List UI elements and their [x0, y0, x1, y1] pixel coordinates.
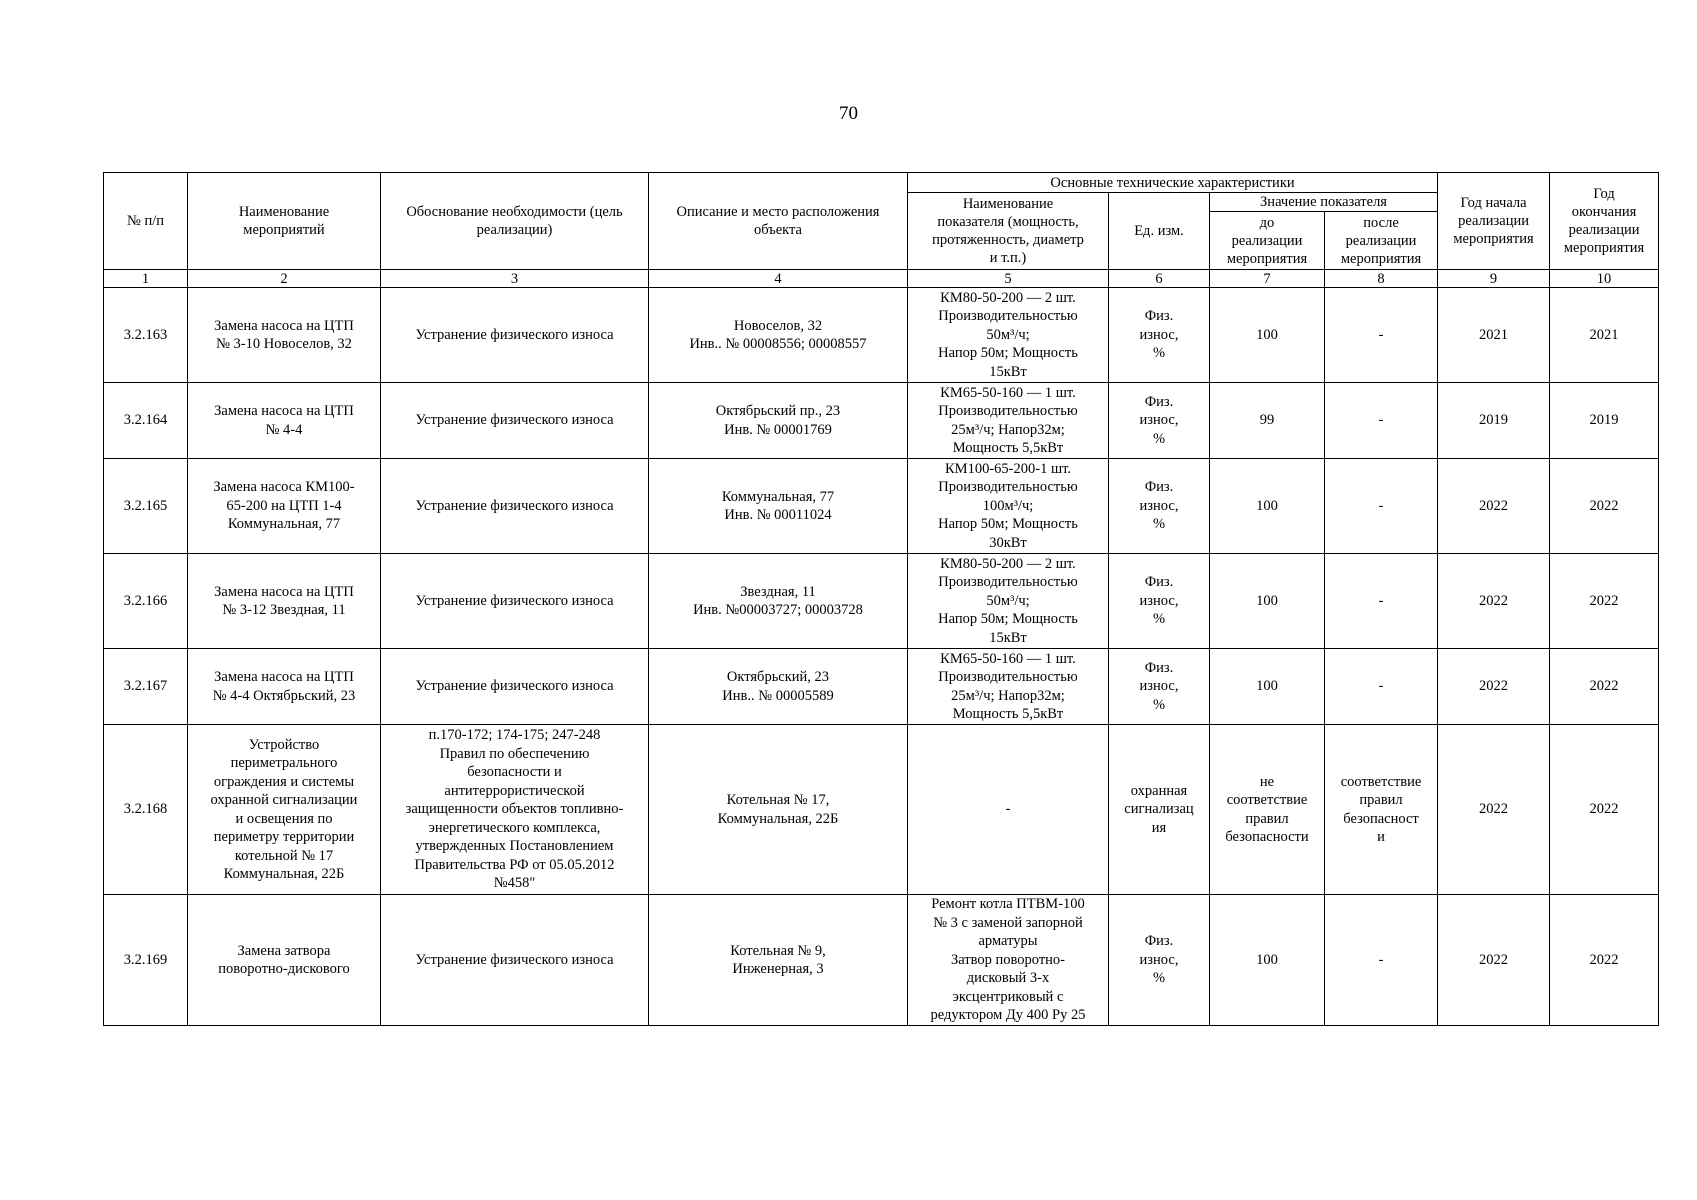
column-numbers-row [104, 270, 1659, 288]
cell-after: - [1325, 459, 1438, 554]
table-row [104, 725, 1659, 895]
table-row [104, 554, 1659, 649]
cell-before: 100 [1210, 895, 1325, 1026]
header-start-year: Год начала реализации мероприятия [1438, 173, 1550, 270]
header-after: после реализации мероприятия [1325, 212, 1438, 270]
cell-num: 3.2.163 [104, 288, 188, 383]
cell-justification: Устранение физического износа [381, 383, 649, 459]
table-row [104, 288, 1659, 383]
cell-indicator: КМ100-65-200-1 шт. Производительностью 100м³/ч; Напор 50м; Мощность 30кВт [908, 459, 1109, 554]
measures-table [103, 172, 1659, 1026]
cell-after: - [1325, 649, 1438, 725]
cell-indicator: - [908, 725, 1109, 895]
cell-after: - [1325, 554, 1438, 649]
cell-justification: Устранение физического износа [381, 649, 649, 725]
cell-name: Замена насоса на ЦТП № 4-4 [188, 383, 381, 459]
cell-before: 99 [1210, 383, 1325, 459]
cell-before: 100 [1210, 459, 1325, 554]
cell-end-year: 2022 [1550, 459, 1659, 554]
cell-justification: Устранение физического износа [381, 459, 649, 554]
cell-start-year: 2022 [1438, 459, 1550, 554]
cell-unit: Физ. износ, % [1109, 383, 1210, 459]
cell-after: - [1325, 383, 1438, 459]
cell-after: - [1325, 895, 1438, 1026]
cell-before: 100 [1210, 649, 1325, 725]
cell-unit: Физ. износ, % [1109, 459, 1210, 554]
cell-start-year: 2022 [1438, 554, 1550, 649]
cell-end-year: 2022 [1550, 725, 1659, 895]
header-justification: Обоснование необходимости (цель реализации) [381, 173, 649, 270]
cell-unit: Физ. износ, % [1109, 649, 1210, 725]
cell-end-year: 2022 [1550, 554, 1659, 649]
header-num: № п/п [104, 173, 188, 270]
page-number: 70 [839, 103, 858, 124]
table-row [104, 895, 1659, 1026]
cell-indicator: КМ80-50-200 — 2 шт. Производительностью 50м³/ч; Напор 50м; Мощность 15кВт [908, 554, 1109, 649]
cell-before: не соответствие правил безопасности [1210, 725, 1325, 895]
cell-name: Замена насоса на ЦТП № 3-12 Звездная, 11 [188, 554, 381, 649]
header-location: Описание и место расположения объекта [649, 173, 908, 270]
cell-num: 3.2.169 [104, 895, 188, 1026]
cell-name: Замена насоса КМ100- 65-200 на ЦТП 1-4 Коммунальная, 77 [188, 459, 381, 554]
cell-start-year: 2021 [1438, 288, 1550, 383]
header-tech-group: Основные технические характеристики [908, 173, 1438, 193]
cell-num: 3.2.167 [104, 649, 188, 725]
cell-indicator: КМ80-50-200 — 2 шт. Производительностью 50м³/ч; Напор 50м; Мощность 15кВт [908, 288, 1109, 383]
column-number: 8 [1325, 270, 1438, 288]
cell-num: 3.2.165 [104, 459, 188, 554]
column-number: 10 [1550, 270, 1659, 288]
column-number: 1 [104, 270, 188, 288]
cell-location: Котельная № 17, Коммунальная, 22Б [649, 725, 908, 895]
cell-end-year: 2022 [1550, 895, 1659, 1026]
cell-before: 100 [1210, 554, 1325, 649]
cell-after: - [1325, 288, 1438, 383]
cell-unit: Физ. износ, % [1109, 895, 1210, 1026]
cell-start-year: 2022 [1438, 725, 1550, 895]
cell-location: Октябрьский, 23 Инв.. № 00005589 [649, 649, 908, 725]
header-value-group: Значение показателя [1210, 193, 1438, 212]
header-unit: Ед. изм. [1109, 193, 1210, 270]
cell-name: Устройство периметрального ограждения и системы охранной сигнализации и освещения по периметру территории котельной № 17 Коммунальная, 22Б [188, 725, 381, 895]
cell-before: 100 [1210, 288, 1325, 383]
cell-justification: Устранение физического износа [381, 288, 649, 383]
table-row [104, 459, 1659, 554]
cell-name: Замена насоса на ЦТП № 3-10 Новоселов, 32 [188, 288, 381, 383]
cell-num: 3.2.168 [104, 725, 188, 895]
column-number: 6 [1109, 270, 1210, 288]
cell-indicator: Ремонт котла ПТВМ-100 № 3 с заменой запорной арматуры Затвор поворотно- дисковый 3-х эксцентриковый с редуктором Ду 400 Ру 25 [908, 895, 1109, 1026]
header-name: Наименование мероприятий [188, 173, 381, 270]
column-number: 2 [188, 270, 381, 288]
column-number: 5 [908, 270, 1109, 288]
cell-unit: охранная сигнализац ия [1109, 725, 1210, 895]
cell-name: Замена насоса на ЦТП № 4-4 Октябрьский, 23 [188, 649, 381, 725]
table-row [104, 383, 1659, 459]
cell-end-year: 2021 [1550, 288, 1659, 383]
header-indicator-name: Наименование показателя (мощность, протяженность, диаметр и т.п.) [908, 193, 1109, 270]
cell-location: Котельная № 9, Инженерная, 3 [649, 895, 908, 1026]
cell-location: Звездная, 11 Инв. №00003727; 00003728 [649, 554, 908, 649]
cell-unit: Физ. износ, % [1109, 288, 1210, 383]
header-end-year: Год окончания реализации мероприятия [1550, 173, 1659, 270]
cell-start-year: 2022 [1438, 895, 1550, 1026]
cell-justification: п.170-172; 174-175; 247-248 Правил по обеспечению безопасности и антитеррористической защищенности объектов топливно- энергетического комплекса, утвержденных Постановлением Правительства РФ от 05.05.2012 №458" [381, 725, 649, 895]
cell-location: Коммунальная, 77 Инв. № 00011024 [649, 459, 908, 554]
table-header [104, 173, 1659, 288]
cell-num: 3.2.164 [104, 383, 188, 459]
cell-end-year: 2019 [1550, 383, 1659, 459]
cell-name: Замена затвора поворотно-дискового [188, 895, 381, 1026]
cell-indicator: КМ65-50-160 — 1 шт. Производительностью 25м³/ч; Напор32м; Мощность 5,5кВт [908, 383, 1109, 459]
cell-start-year: 2019 [1438, 383, 1550, 459]
cell-indicator: КМ65-50-160 — 1 шт. Производительностью 25м³/ч; Напор32м; Мощность 5,5кВт [908, 649, 1109, 725]
cell-location: Новоселов, 32 Инв.. № 00008556; 00008557 [649, 288, 908, 383]
cell-justification: Устранение физического износа [381, 554, 649, 649]
cell-location: Октябрьский пр., 23 Инв. № 00001769 [649, 383, 908, 459]
cell-unit: Физ. износ, % [1109, 554, 1210, 649]
column-number: 9 [1438, 270, 1550, 288]
cell-justification: Устранение физического износа [381, 895, 649, 1026]
column-number: 4 [649, 270, 908, 288]
column-number: 3 [381, 270, 649, 288]
cell-after: соответствие правил безопасност и [1325, 725, 1438, 895]
cell-num: 3.2.166 [104, 554, 188, 649]
table-row [104, 649, 1659, 725]
column-number: 7 [1210, 270, 1325, 288]
cell-start-year: 2022 [1438, 649, 1550, 725]
cell-end-year: 2022 [1550, 649, 1659, 725]
header-before: до реализации мероприятия [1210, 212, 1325, 270]
table-body [104, 288, 1659, 1026]
